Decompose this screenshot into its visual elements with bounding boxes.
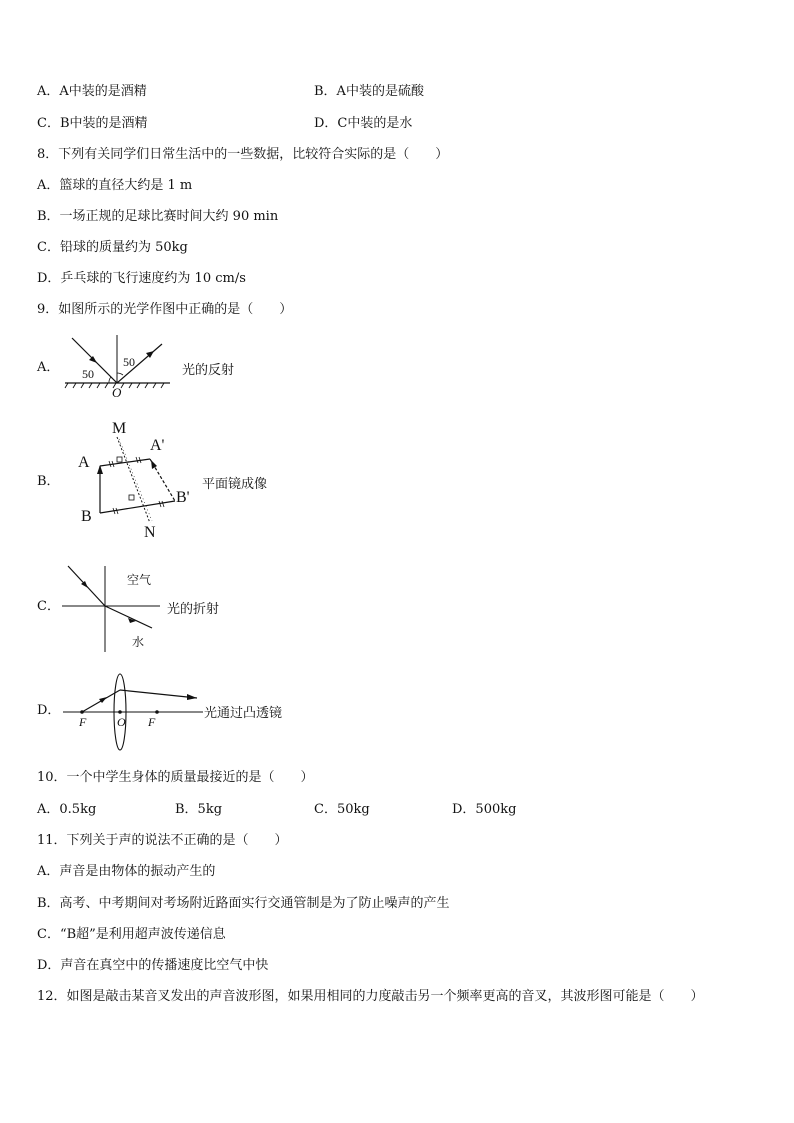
center-label: O: [117, 715, 126, 729]
q7-option-b: B．A中装的是硫酸: [314, 84, 424, 99]
label-n: N: [144, 524, 156, 541]
mirror-mn: [117, 437, 150, 523]
label-b-prime: B': [176, 489, 190, 506]
air-label: 空气: [127, 573, 152, 587]
q8-stem: 8．下列有关同学们日常生活中的一些数据，比较符合实际的是（ ）: [37, 147, 449, 162]
refraction-diagram: [60, 560, 170, 655]
q10-option-a: A．0.5kg: [37, 802, 97, 817]
focus-left-point: [80, 710, 84, 714]
q9-option-b-caption: 平面镜成像: [202, 477, 268, 492]
focus-left-label: F: [79, 715, 87, 729]
q7-option-c: C．B中装的是酒精: [37, 116, 148, 131]
q8-option-c: C．铅球的质量约为 50kg: [37, 240, 188, 255]
q8-option-b: B．一场正规的足球比赛时间大约 90 min: [37, 209, 279, 224]
angle-right-label: 50: [123, 355, 135, 369]
label-m: M: [112, 420, 127, 437]
q11-option-a: A．声音是由物体的振动产生的: [37, 864, 216, 879]
label-a-prime: A': [150, 437, 165, 454]
q9-option-c-letter: C．: [37, 599, 60, 614]
label-a: A: [78, 454, 90, 471]
refracted-ray: [120, 690, 197, 698]
refracted-ray: [105, 606, 152, 628]
water-label: 水: [132, 635, 145, 649]
focus-right-point: [155, 710, 159, 714]
angle-left-label: 50: [82, 367, 94, 381]
q11-option-b: B．高考、中考期间对考场附近路面实行交通管制是为了防止噪声的产生: [37, 896, 450, 911]
q10-stem: 10．一个中学生身体的质量最接近的是（ ）: [37, 770, 314, 785]
incident-arrow: [89, 356, 97, 363]
object-arrow: [97, 465, 103, 474]
q7-option-a: A．A中装的是酒精: [37, 84, 147, 99]
convex-lens-diagram: [60, 668, 205, 753]
q12-stem: 12．如图是敲击某音叉发出的声音波形图，如果用相同的力度敲击另一个频率更高的音叉，其波形图可能是（ ）: [37, 989, 704, 1004]
q10-option-b: B．5kg: [175, 802, 223, 817]
q11-option-d: D．声音在真空中的传播速度比空气中快: [37, 958, 269, 973]
line-a-ap: [100, 459, 150, 466]
point-o-label: O: [112, 385, 122, 400]
q8-option-a: A．篮球的直径大约是 1 m: [37, 178, 193, 193]
focus-right-label: F: [148, 715, 156, 729]
image-arrow: [151, 460, 157, 469]
q9-option-c-caption: 光的折射: [167, 602, 220, 617]
q7-option-d: D．C中装的是水: [314, 116, 413, 131]
plane-mirror-diagram: [72, 415, 202, 550]
q11-option-c: C．“B超”是利用超声波传递信息: [37, 927, 226, 942]
q10-option-c: C．50kg: [314, 802, 370, 817]
q10-option-d: D．500kg: [452, 802, 517, 817]
label-b: B: [81, 508, 92, 525]
q9-stem: 9．如图所示的光学作图中正确的是（ ）: [37, 302, 293, 317]
reflection-diagram: [60, 330, 180, 400]
center-point: [118, 710, 122, 714]
q9-option-a-letter: A．: [37, 360, 60, 375]
q9-option-b-letter: B．: [37, 474, 60, 489]
q9-option-d-letter: D．: [37, 703, 61, 718]
q9-option-d-caption: 光通过凸透镜: [204, 706, 283, 721]
refracted-arrow: [187, 694, 197, 700]
q9-option-a-caption: 光的反射: [182, 363, 235, 378]
q11-stem: 11．下列关于声的说法不正确的是（ ）: [37, 833, 288, 848]
q8-option-d: D．乒乓球的飞行速度约为 10 cm/s: [37, 271, 246, 286]
